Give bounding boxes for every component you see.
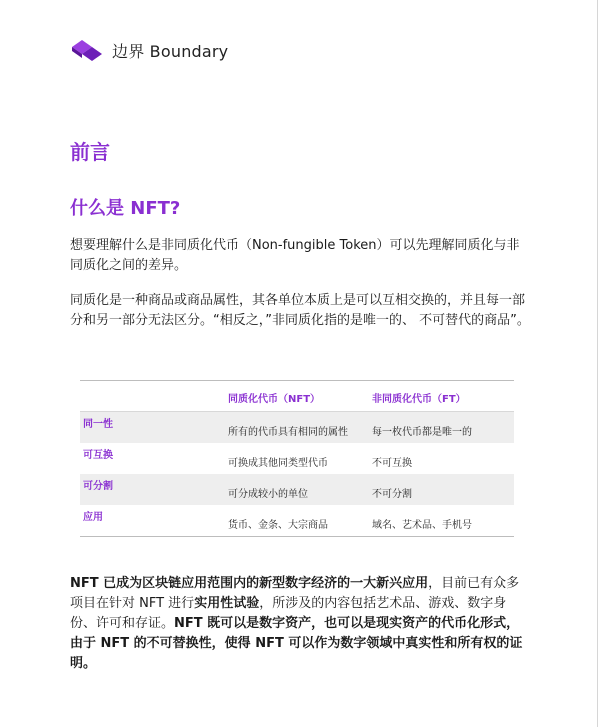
comparison-table	[80, 380, 514, 537]
table-row	[80, 474, 514, 505]
non-fungible-cell: 不可分割	[372, 489, 412, 500]
section-heading: 什么是 NFT?	[70, 198, 181, 219]
table-row	[80, 505, 514, 536]
row-label: 应用	[83, 512, 103, 523]
summary-paragraph	[70, 574, 532, 674]
table-row	[80, 443, 514, 474]
non-fungible-cell: 域名、艺术品、手机号	[372, 520, 472, 531]
row-label: 可分割	[83, 481, 113, 492]
fungible-cell: 可换成其他同类型代币	[228, 458, 328, 469]
header-non-fungible: 非同质化代币（FT）	[372, 394, 466, 405]
page-title: 前言	[70, 140, 110, 164]
summary-bold-2: 实用性试验	[194, 596, 260, 611]
fungible-cell: 所有的代币具有相同的属性	[228, 427, 348, 438]
brand-name: 边界 Boundary	[112, 41, 229, 61]
summary-bold-1: NFT 已成为区块链应用范围内的新型数字经济的一大新兴应用	[70, 576, 429, 591]
header-fungible: 同质化代币（NFT）	[228, 394, 321, 405]
fungible-cell: 货币、金条、大宗商品	[228, 520, 328, 531]
definition-paragraph: 同质化是一种商品或商品属性，其各单位本质上是可以互相交换的，并且每一部分和另一部分无法区分。“相反之，”非同质化指的是唯一的、 不可替代的商品”。	[70, 293, 530, 328]
row-label: 同一性	[83, 419, 113, 430]
table-header-row	[80, 381, 514, 412]
brand-logo	[70, 35, 228, 65]
fungible-cell: 可分成较小的单位	[228, 489, 308, 500]
summary-text-2: ，所涉及的内容包括艺术品、游戏、数字身份、许可和存证。	[70, 596, 507, 631]
summary-text-1: ，目前已有众多项目在针对 NFT 进行	[70, 576, 520, 611]
intro-paragraph: 想要理解什么是非同质化代币（Non-fungible Token）可以先理解同质化与非同质化之间的差异。	[70, 238, 520, 273]
summary-bold-3: NFT 既可以是数字资产，也可以是现实资产的代币化形式，由于 NFT 的不可替换性，使得 NFT 可以作为数字领域中真实性和所有权的证明。	[70, 616, 523, 671]
table-row	[80, 412, 514, 443]
row-label: 可互换	[83, 450, 113, 461]
page-edge-rule	[597, 0, 598, 727]
non-fungible-cell: 每一枚代币都是唯一的	[372, 427, 472, 438]
boundary-logo-icon	[70, 37, 104, 63]
non-fungible-cell: 不可互换	[372, 458, 412, 469]
